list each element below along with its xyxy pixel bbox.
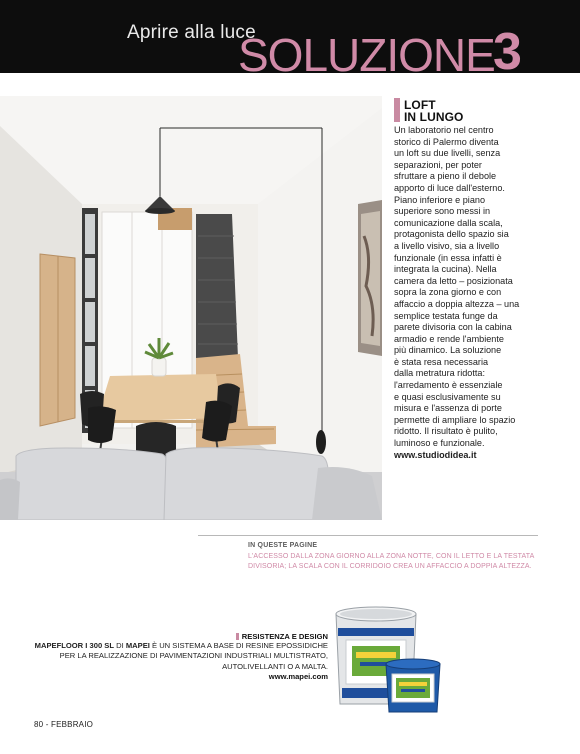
heading-accent-bar: [394, 98, 400, 122]
cable-plug-disc: [316, 430, 326, 454]
mapei-website-link[interactable]: www.mapei.com: [268, 672, 328, 682]
product-brand: MAPEI: [125, 641, 150, 650]
article-heading: LOFT IN LUNGO: [404, 98, 464, 124]
section-kicker: Aprire alla luce: [127, 22, 256, 43]
product-line-2: PER LA REALIZZAZIONE DI PAVIMENTAZIONI INDUSTRIALI MULTISTRATO,: [59, 651, 328, 661]
product-line-3: AUTOLIVELLANTI O A MALTA.: [222, 661, 328, 671]
product-name: MAPEFLOOR I 300 SL: [34, 641, 114, 650]
product-note-title: RESISTENZA E DESIGN: [30, 632, 328, 641]
sofa-cushion-left: [16, 448, 168, 520]
product-accent-bar: [236, 633, 239, 640]
plant-pot: [152, 358, 166, 376]
caption-title: IN QUESTE PAGINE: [248, 542, 318, 549]
sofa-cushion-right: [164, 448, 328, 520]
section-title: SOLUZIONE: [238, 29, 495, 73]
article-body: Un laboratorio nel centro storico di Palermo diventa un loft su due livelli, senza separazioni, per poter sfruttare a pieno il debole apporto di luce dall'esterno. Piano inferiore e piano superiore sono messi in comunicazione dalla scala, protagonista dello spazio sia a livello visivo, sia a livello funzionale (in essa infatti è integrata la cucina). Nella camera da letto – posizionata sopra la zona giorno e con affaccio a doppia altezza – una semplice testata funge da parete divisoria con la cabina armadio e rende l'ambiente più dinamico. La soluzione è stata resa necessaria dalla metratura ridotta: l'arredamento è essenziale e quasi esclusivamente su misura e l'assenza di porte permette di ampliare lo spazio ridotto. Il risultato è pulito, luminoso e funzionale. www.studiodidea.it: [394, 125, 544, 461]
resin-cans-illustration: [332, 604, 444, 718]
loft-interior-illustration: [0, 96, 382, 520]
header-band: [0, 0, 580, 73]
section-number: 3: [493, 23, 522, 73]
studio-website-link[interactable]: www.studiodidea.it: [394, 449, 477, 460]
page-folio: 80 - FEBBRAIO: [34, 720, 94, 729]
chair-left-front: [88, 406, 116, 443]
loft-interior-photo: [0, 96, 382, 520]
product-note: [30, 632, 328, 682]
caption-divider: [198, 535, 538, 536]
product-cans-image: [332, 604, 444, 718]
product-line-1: MAPEFLOOR I 300 SL DI MAPEI È UN SISTEMA A BASE DI RESINE EPOSSIDICHE: [34, 641, 328, 650]
caption-text: L'ACCESSO DALLA ZONA GIORNO ALLA ZONA NOTTE, CON IL LETTO E LA TESTATA DIVISORIA; LA SCALA CON IL CORRIDOIO CREA UN AFFACCIO A DOPPIA ALTEZZA.: [248, 553, 535, 570]
